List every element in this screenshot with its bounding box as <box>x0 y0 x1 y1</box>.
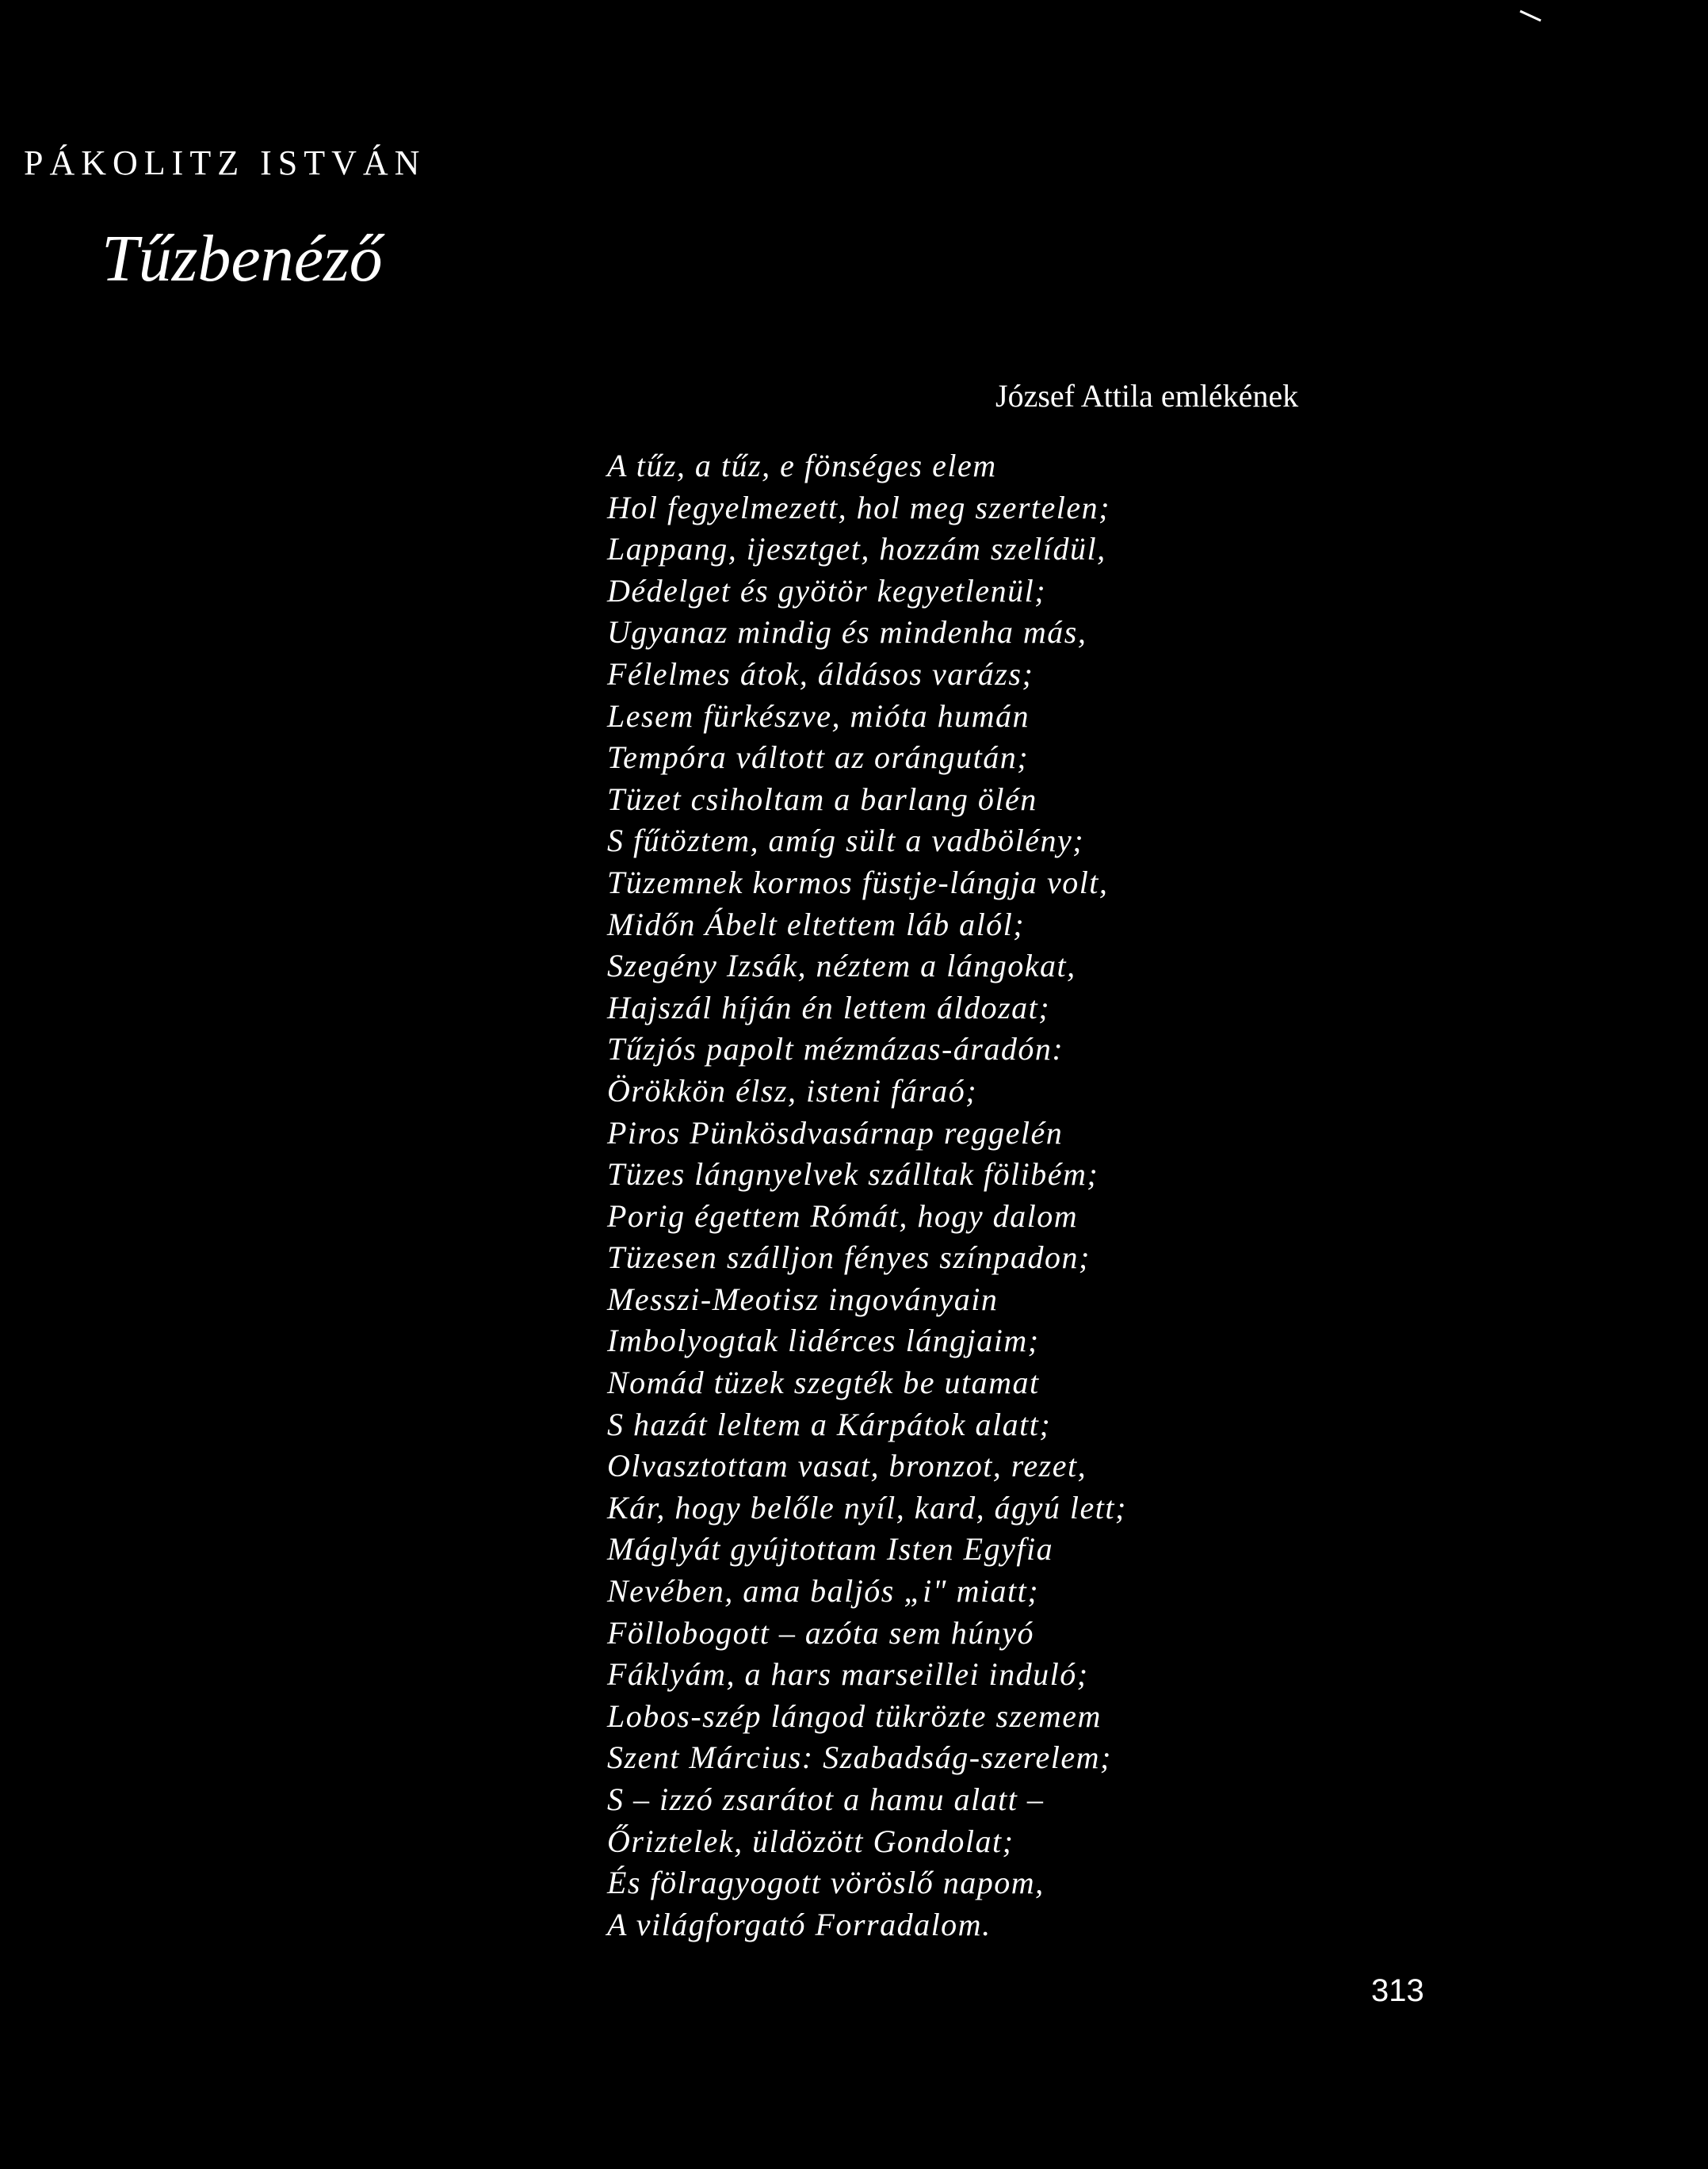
poem-line: A tűz, a tűz, e fönséges elem <box>607 448 997 483</box>
poem-line: S hazát leltem a Kárpátok alatt; <box>607 1406 1052 1442</box>
page-number: 313 <box>1371 1973 1424 2008</box>
poem-line: Tüzesen szálljon fényes színpadon; <box>607 1239 1091 1276</box>
poem-line: Olvasztottam vasat, bronzot, rezet, <box>607 1448 1087 1484</box>
poem-line: S fűtöztem, amíg sült a vadbölény; <box>607 823 1085 859</box>
poem-line: Kár, hogy belőle nyíl, kard, ágyú lett; <box>607 1489 1127 1526</box>
poem-line: Félelmes átok, áldásos varázs; <box>607 655 1034 692</box>
poem-line: És fölragyogott vöröslő napom, <box>607 1865 1045 1901</box>
poem-line: Tűzjós papolt mézmázas-áradón: <box>607 1031 1064 1067</box>
poem-line: Föllobogott – azóta sem húnyó <box>607 1614 1035 1651</box>
poem-line: Midőn Ábelt eltettem láb alól; <box>607 906 1026 942</box>
poem-line: Tüzet csiholtam a barlang ölén <box>607 781 1037 817</box>
scan-mark <box>1519 10 1542 22</box>
poem-line: Lesem fürkészve, mióta humán <box>607 697 1030 734</box>
poem-line: A világforgató Forradalom. <box>607 1906 992 1942</box>
poem-line: Tempóra váltott az orángután; <box>607 739 1030 776</box>
poem-body <box>607 445 1127 1946</box>
poem-title: Tűzbenéző <box>101 222 383 296</box>
author-name: PÁKOLITZ ISTVÁN <box>24 143 426 182</box>
poem-line: Messzi-Meotisz ingoványain <box>607 1281 999 1317</box>
poem-line: Piros Pünkösdvasárnap reggelén <box>607 1114 1064 1151</box>
poem-line: Lappang, ijesztget, hozzám szelídül, <box>607 531 1106 567</box>
poem-line: Tüzes lángnyelvek szálltak fölibém; <box>607 1156 1099 1193</box>
poem-line: Örökkön élsz, isteni fáraó; <box>607 1072 978 1109</box>
poem-line: Lobos-szép lángod tükrözte szemem <box>607 1697 1102 1734</box>
poem-line: Szegény Izsák, néztem a lángokat, <box>607 948 1076 984</box>
poem-line: Hol fegyelmezett, hol meg szertelen; <box>607 489 1110 525</box>
dedication: József Attila emlékének <box>995 378 1299 414</box>
poem-line: Őriztelek, üldözött Gondolat; <box>607 1823 1014 1859</box>
poem-line: Szent Március: Szabadság-szerelem; <box>607 1739 1112 1776</box>
poem-line: Ugyanaz mindig és mindenha más, <box>607 614 1087 651</box>
poem-line: Nomád tüzek szegték be utamat <box>607 1365 1040 1401</box>
poem-line: Hajszál híján én lettem áldozat; <box>607 989 1051 1025</box>
poem-line: S – izzó zsarátot a hamu alatt – <box>607 1781 1045 1817</box>
poem-line: Nevében, ama baljós „i" miatt; <box>607 1573 1040 1610</box>
poem-line: Imbolyogtak lidérces lángjaim; <box>607 1323 1040 1359</box>
poem-line: Fáklyám, a hars marseillei induló; <box>607 1656 1089 1693</box>
poem-line: Tüzemnek kormos füstje-lángja volt, <box>607 864 1109 900</box>
poem-line: Dédelget és gyötör kegyetlenül; <box>607 572 1047 609</box>
poem-line: Máglyát gyújtottam Isten Egyfia <box>607 1531 1054 1568</box>
poem-line: Porig égettem Rómát, hogy dalom <box>607 1197 1079 1234</box>
